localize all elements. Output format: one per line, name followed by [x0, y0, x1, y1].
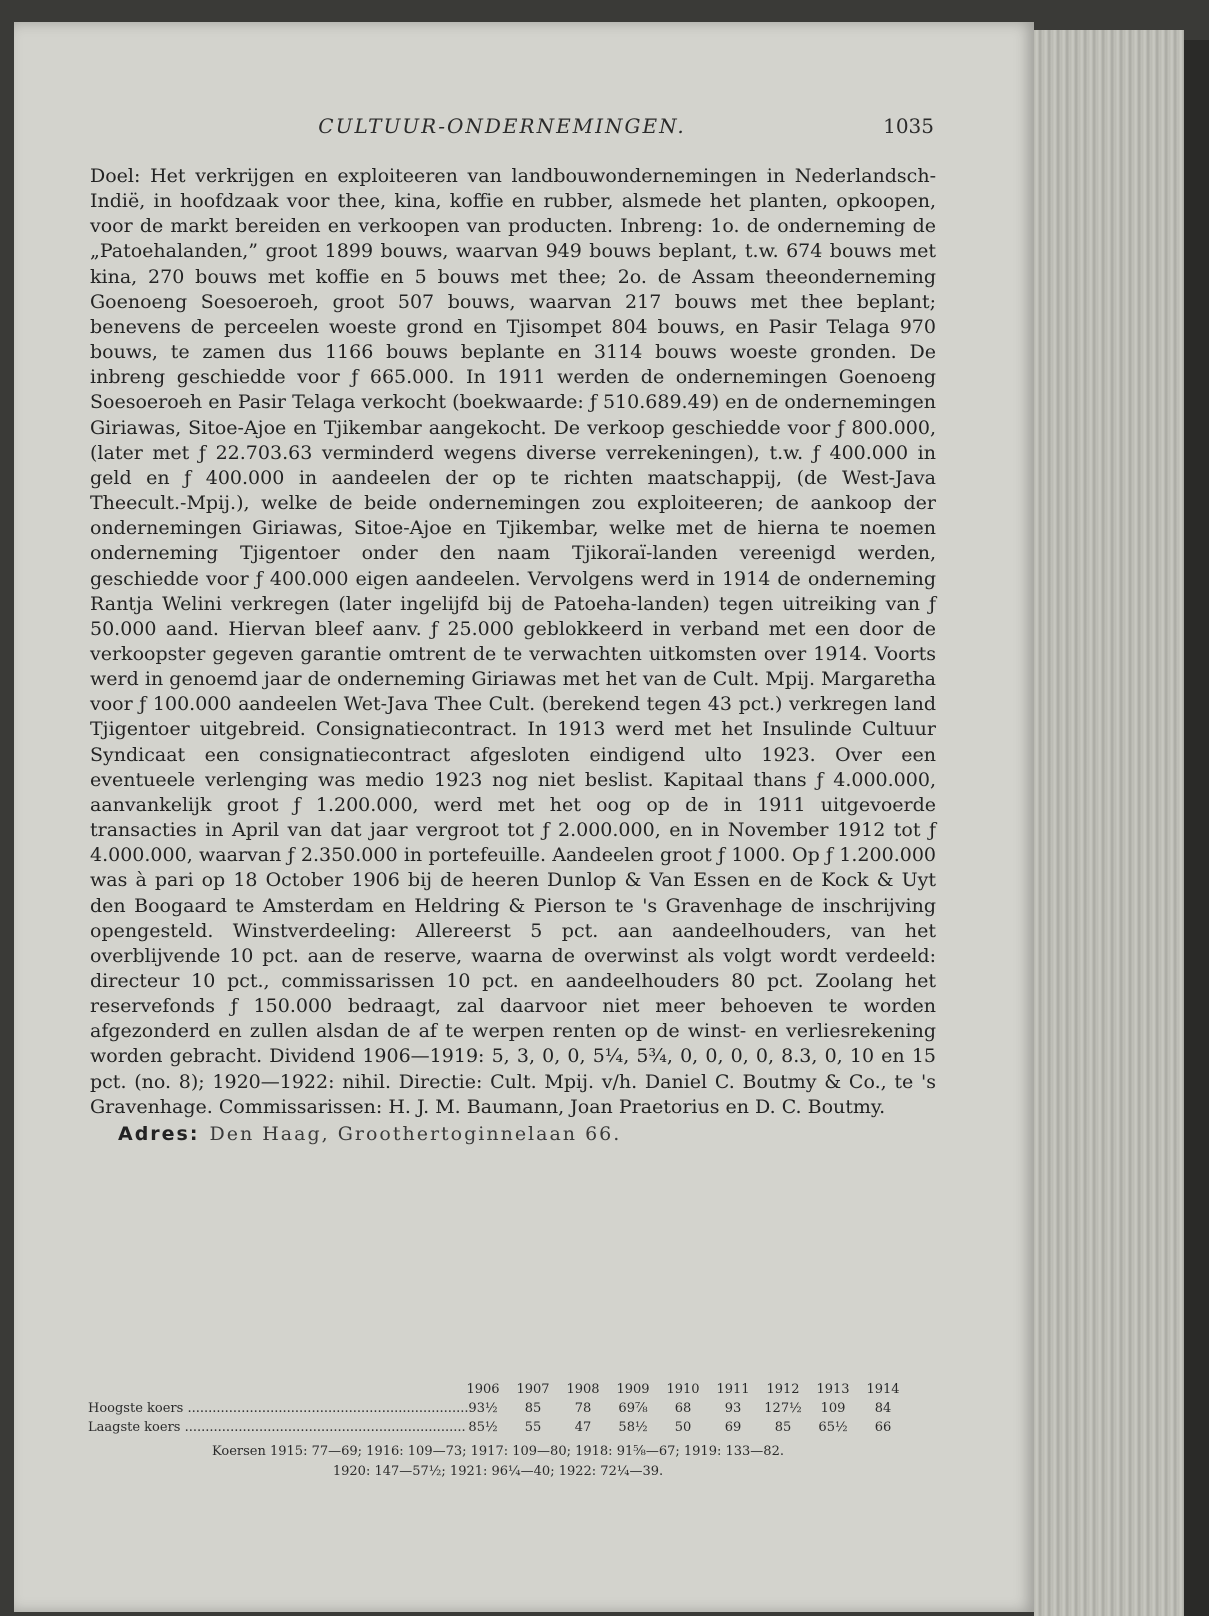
koersen-summary [88, 1442, 908, 1482]
row-label: Laagste koers [88, 1420, 181, 1435]
price-cell: 93 [724, 1401, 742, 1416]
page-edges [1034, 30, 1184, 1616]
price-cell: 58½ [618, 1420, 648, 1435]
price-cell: 93½ [468, 1401, 498, 1416]
body-paragraph: Doel: Het verkrijgen en exploiteeren van landbouwondernemingen in Nederlandsch-Indië, in hoofdzaak voor thee, kina, koffie en rubber, alsmede het planten, opkoopen, voor de markt bereiden en verkoopen van producten. Inbreng: 1o. de onderneming de „Patoehalanden,” groot 1899 bouws, waarvan 949 bouws beplant, t.w. 674 bouws met kina, 270 bouws met koffie en 5 bouws met thee; 2o. de Assam theeonderneming Goenoeng Soesoeroeh, groot 507 bouws, waarvan 217 bouws met thee beplant; benevens de perceelen woeste grond en Tjisompet 804 bouws, en Pasir Telaga 970 bouws, te zamen dus 1166 bouws beplante en 3114 bouws woeste gronden. De inbreng geschiedde voor ƒ 665.000. In 1911 werden de ondernemingen Goenoeng Soesoeroeh en Pasir Telaga verkocht (boekwaarde: ƒ 510.689.49) en de ondernemingen Giriawas, Sitoe-Ajoe en Tjikembar aangekocht. De verkoop geschiedde voor ƒ 800.000, (later met ƒ 22.703.63 verminderd wegens diverse verrekeningen), t.w. ƒ 400.000 in geld en ƒ 400.000 in aandeelen der op te richten maatschappij, (de West-Java Theecult.-Mpij.), welke de beide ondernemingen zou exploiteeren; de aankoop der ondernemingen Giriawas, Sitoe-Ajoe en Tjikembar, welke met de hierna te noemen onderneming Tjigentoer onder den naam Tjikoraï-landen vereenigd werden, geschiedde voor ƒ 400.000 eigen aandeelen. Vervolgens werd in 1914 de onderneming Rantja Welini verkregen (later ingelijfd bij de Patoeha-landen) tegen uitreiking van ƒ 50.000 aand. Hiervan bleef aanv. ƒ 25.000 geblokkeerd in verband met een door de verkoopster gegeven garantie omtrent de te verwachten uitkomsten over 1914. Voorts werd in genoemd jaar de onderneming Giriawas met het van de Cult. Mpij. Margaretha voor ƒ 100.000 aandeelen Wet-Java Thee Cult. (berekend tegen 43 pct.) verkregen land Tjigentoer uitgebreid. Consignatiecontract. In 1913 werd met het Insulinde Cultuur Syndicaat een consignatiecontract afgesloten eindigend ulto 1923. Over een eventueele verlenging was medio 1923 nog niet beslist. Kapitaal thans ƒ 4.000.000, aanvankelijk groot ƒ 1.200.000, werd met het oog op de in 1911 uitgevoerde transacties in April van dat jaar vergroot tot ƒ 2.000.000, en in November 1912 tot ƒ 4.000.000, waarvan ƒ 2.350.000 in portefeuille. Aandeelen groot ƒ 1000. Op ƒ 1.200.000 was à pari op 18 October 1906 bij de heeren Dunlop & Van Essen en de Kock & Uyt den Boogaard te Amsterdam en Heldring & Pierson te 's Gravenhage de inschrijving opengesteld. Winstverdeeling: Allereerst 5 pct. aan aandeelhouders, van het overblijvende 10 pct. aan de reserve, waarna de overwinst als volgt wordt verdeeld: directeur 10 pct., commissarissen 10 pct. en aandeelhouders 80 pct. Zoolang het reservefonds ƒ 150.000 bedraagt, zal daarvoor niet meer behoeven te worden afgezonderd en zullen alsdan de af te werpen renten op de winst- en verliesrekening worden gebracht. Dividend 1906—1919: 5, 3, 0, 0, 5¼, 5¾, 0, 0, 0, 0, 8.3, 0, 10 en 15 pct. (no. 8); 1920—1922: nihil. Directie: Cult. Mpij. v/h. Daniel C. Boutmy & Co., te 's Gravenhage. Commissarissen: H. J. M. Baumann, Joan Praetorius en D. C. Boutmy. [90, 165, 936, 1118]
price-cell: 55 [524, 1420, 542, 1435]
price-cell: 50 [674, 1420, 692, 1435]
page-number: 1035 [883, 114, 934, 138]
entry-text [90, 164, 936, 1147]
price-cell: 66 [874, 1420, 892, 1435]
leader-dots: .................................................................... [184, 1420, 466, 1435]
leader-dots: .................................................................... [187, 1401, 469, 1416]
price-cell: 69⅞ [618, 1401, 648, 1416]
price-cell: 65½ [818, 1420, 848, 1435]
year-cell: 1906 [466, 1382, 500, 1397]
address-value: Den Haag, Groothertoginnelaan 66. [209, 1122, 622, 1145]
price-cell: 78 [574, 1401, 592, 1416]
year-cell: 1913 [816, 1382, 850, 1397]
price-cell: 109 [820, 1401, 846, 1416]
year-cell: 1908 [566, 1382, 600, 1397]
table-row [88, 1418, 908, 1437]
year-cell: 1907 [516, 1382, 550, 1397]
koersen-line: Koersen 1915: 77—69; 1916: 109—73; 1917: 109—80; 1918: 91⅝—67; 1919: 133—82. [212, 1444, 784, 1459]
year-cell: 1914 [866, 1382, 900, 1397]
price-cell: 69 [724, 1420, 742, 1435]
year-cell: 1912 [766, 1382, 800, 1397]
year-cell: 1910 [666, 1382, 700, 1397]
price-cell: 84 [874, 1401, 892, 1416]
price-cell: 68 [674, 1401, 692, 1416]
year-cell: 1909 [616, 1382, 650, 1397]
price-table-header [88, 1380, 908, 1399]
price-cell: 85 [524, 1401, 542, 1416]
table-row [88, 1399, 908, 1418]
price-cell: 85½ [468, 1420, 498, 1435]
price-table [88, 1380, 908, 1437]
running-title: CULTUUR-ONDERNEMINGEN. [318, 114, 686, 138]
page-header [92, 114, 938, 146]
koersen-line: 1920: 147—57½; 1921: 96¼—40; 1922: 72¼—39. [332, 1464, 664, 1479]
price-cell: 47 [574, 1420, 592, 1435]
address-label: Adres: [118, 1122, 200, 1145]
price-cell: 85 [774, 1420, 792, 1435]
year-cell: 1911 [716, 1382, 750, 1397]
price-cell: 127½ [764, 1401, 802, 1416]
address-line [90, 1122, 936, 1147]
row-label: Hoogste koers [88, 1401, 184, 1416]
book-shadow [1184, 40, 1209, 1616]
